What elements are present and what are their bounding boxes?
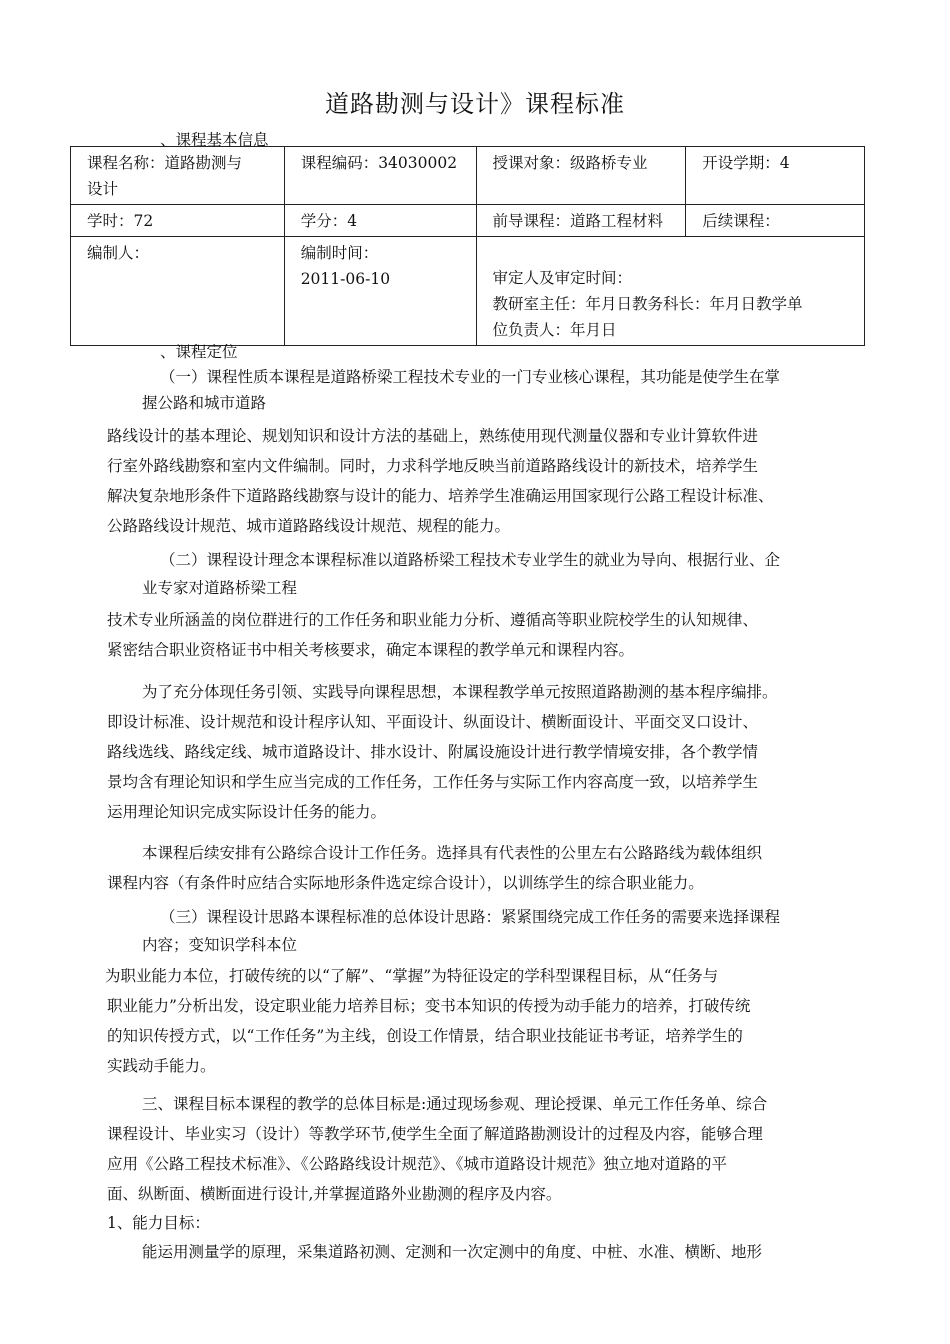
credits-cell: 学分：4 — [284, 205, 476, 237]
paragraph-line: 的知识传授方式，以“工作任务”为主线，创设工作情景，结合职业技能证书考证，培养学生的 — [107, 1027, 743, 1045]
ability-goal-heading: 1、能力目标： — [107, 1214, 210, 1232]
paragraph-line: （一）课程性质本课程是道路桥梁工程技术专业的一门专业核心课程，其功能是使学生在掌 — [160, 368, 781, 386]
paragraph-line: 本课程后续安排有公路综合设计工作任务。选择具有代表性的公里左右公路路线为载体组织 — [142, 844, 763, 862]
course-name-cell — [71, 147, 285, 205]
paragraph-line: 握公路和城市道路 — [142, 394, 267, 412]
paragraph-line: 路线选线、路线定线、城市道路设计、排水设计、附属设施设计进行教学情境安排，各个教学情 — [107, 743, 759, 761]
audience-cell: 授课对象：级路桥专业 — [476, 147, 686, 205]
paragraph-line: （二）课程设计理念本课程标准以道路桥梁工程技术专业学生的就业为导向、根据行业、企 — [160, 551, 781, 569]
paragraph-line: 公路路线设计规范、城市道路路线设计规范、规程的能力。 — [107, 517, 511, 535]
paragraph-line: 课程内容（有条件时应结合实际地形条件选定综合设计），以训练学生的综合职业能力。 — [107, 874, 704, 892]
paragraph-line: 技术专业所涵盖的岗位群进行的工作任务和职业能力分析、遵循高等职业院校学生的认知规律、 — [107, 611, 759, 629]
course-info-table — [70, 146, 865, 346]
document-title: 道路勘测与设计》课程标准 — [325, 90, 625, 118]
table-row — [71, 205, 865, 237]
semester-cell: 开设学期：4 — [686, 147, 865, 205]
paragraph-line: 实践动手能力。 — [107, 1057, 216, 1075]
prereq-cell: 前导课程：道路工程材料 — [476, 205, 686, 237]
paragraph-line: 运用理论知识完成实际设计任务的能力。 — [107, 803, 387, 821]
author-cell: 编制人： — [71, 237, 285, 346]
followup-cell: 后续课程： — [686, 205, 865, 237]
hours-cell: 学时：72 — [71, 205, 285, 237]
table-row — [71, 237, 865, 346]
section-basic-info-label: 、课程基本信息 — [160, 131, 269, 149]
paragraph-line: 业专家对道路桥梁工程 — [142, 579, 298, 597]
paragraph-line: 景均含有理论知识和学生应当完成的工作任务，工作任务与实际工作内容高度一致，以培养学生 — [107, 773, 759, 791]
paragraph-line: 为职业能力本位，打破传统的以“了解”、“掌握”为特征设定的学科型课程目标，从“任务与 — [105, 967, 719, 985]
course-code-cell: 课程编码：34030002 — [284, 147, 476, 205]
paragraph-line: 行室外路线勘察和室内文件编制。同时，力求科学地反映当前道路路线设计的新技术，培养学生 — [107, 457, 759, 475]
paragraph-line: 为了充分体现任务引领、实践导向课程思想，本课程教学单元按照道路勘测的基本程序编排。 — [142, 683, 778, 701]
compile-date-cell — [284, 237, 476, 346]
course-name-text: 课程名称：道路勘测与 — [87, 154, 243, 172]
review-line-1: 教研室主任：年月日教务科长：年月日教学单 — [492, 295, 803, 313]
review-label: 审定人及审定时间： — [492, 269, 633, 287]
compile-date-value: 2011-06-10 — [300, 270, 391, 288]
section-positioning-label: 、课程定位 — [160, 343, 238, 361]
paragraph-line: 职业能力”分析出发，设定职业能力培养目标；变书本知识的传授为动手能力的培养，打破传统 — [107, 997, 751, 1015]
review-line-2: 位负责人：年月日 — [492, 321, 617, 339]
course-name-text-cont: 设计 — [87, 180, 119, 198]
paragraph-line: 面、纵断面、横断面进行设计,并掌握道路外业勘测的程序及内容。 — [107, 1185, 562, 1203]
compile-date-label: 编制时间： — [300, 244, 379, 262]
paragraph-line: 内容；变知识学科本位 — [142, 936, 298, 954]
paragraph-line: 解决复杂地形条件下道路路线勘察与设计的能力、培养学生准确运用国家现行公路工程设计标准、 — [107, 487, 774, 505]
paragraph-line: （三）课程设计思路本课程标准的总体设计思路：紧紧围绕完成工作任务的需要来选择课程 — [160, 908, 781, 926]
paragraph-line: 即设计标准、设计规范和设计程序认知、平面设计、纵面设计、横断面设计、平面交叉口设计、 — [107, 713, 759, 731]
paragraph-line: 能运用测量学的原理，采集道路初测、定测和一次定测中的角度、中桩、水准、横断、地形 — [142, 1243, 763, 1261]
paragraph-line: 应用《公路工程技术标准》、《公路路线设计规范》、《城市道路设计规范》独立地对道路的平 — [107, 1155, 728, 1173]
table-row — [71, 147, 865, 205]
paragraph-line: 紧密结合职业资格证书中相关考核要求，确定本课程的教学单元和课程内容。 — [107, 641, 635, 659]
paragraph-line: 课程设计、毕业实习（设计）等教学环节,使学生全面了解道路勘测设计的过程及内容，能够合理 — [107, 1125, 763, 1143]
paragraph-line: 路线设计的基本理论、规划知识和设计方法的基础上，熟练使用现代测量仪器和专业计算软件进 — [107, 427, 759, 445]
review-cell — [476, 237, 864, 346]
paragraph-line: 三、课程目标本课程的教学的总体目标是:通过现场参观、理论授课、单元工作任务单、综合 — [142, 1095, 768, 1113]
